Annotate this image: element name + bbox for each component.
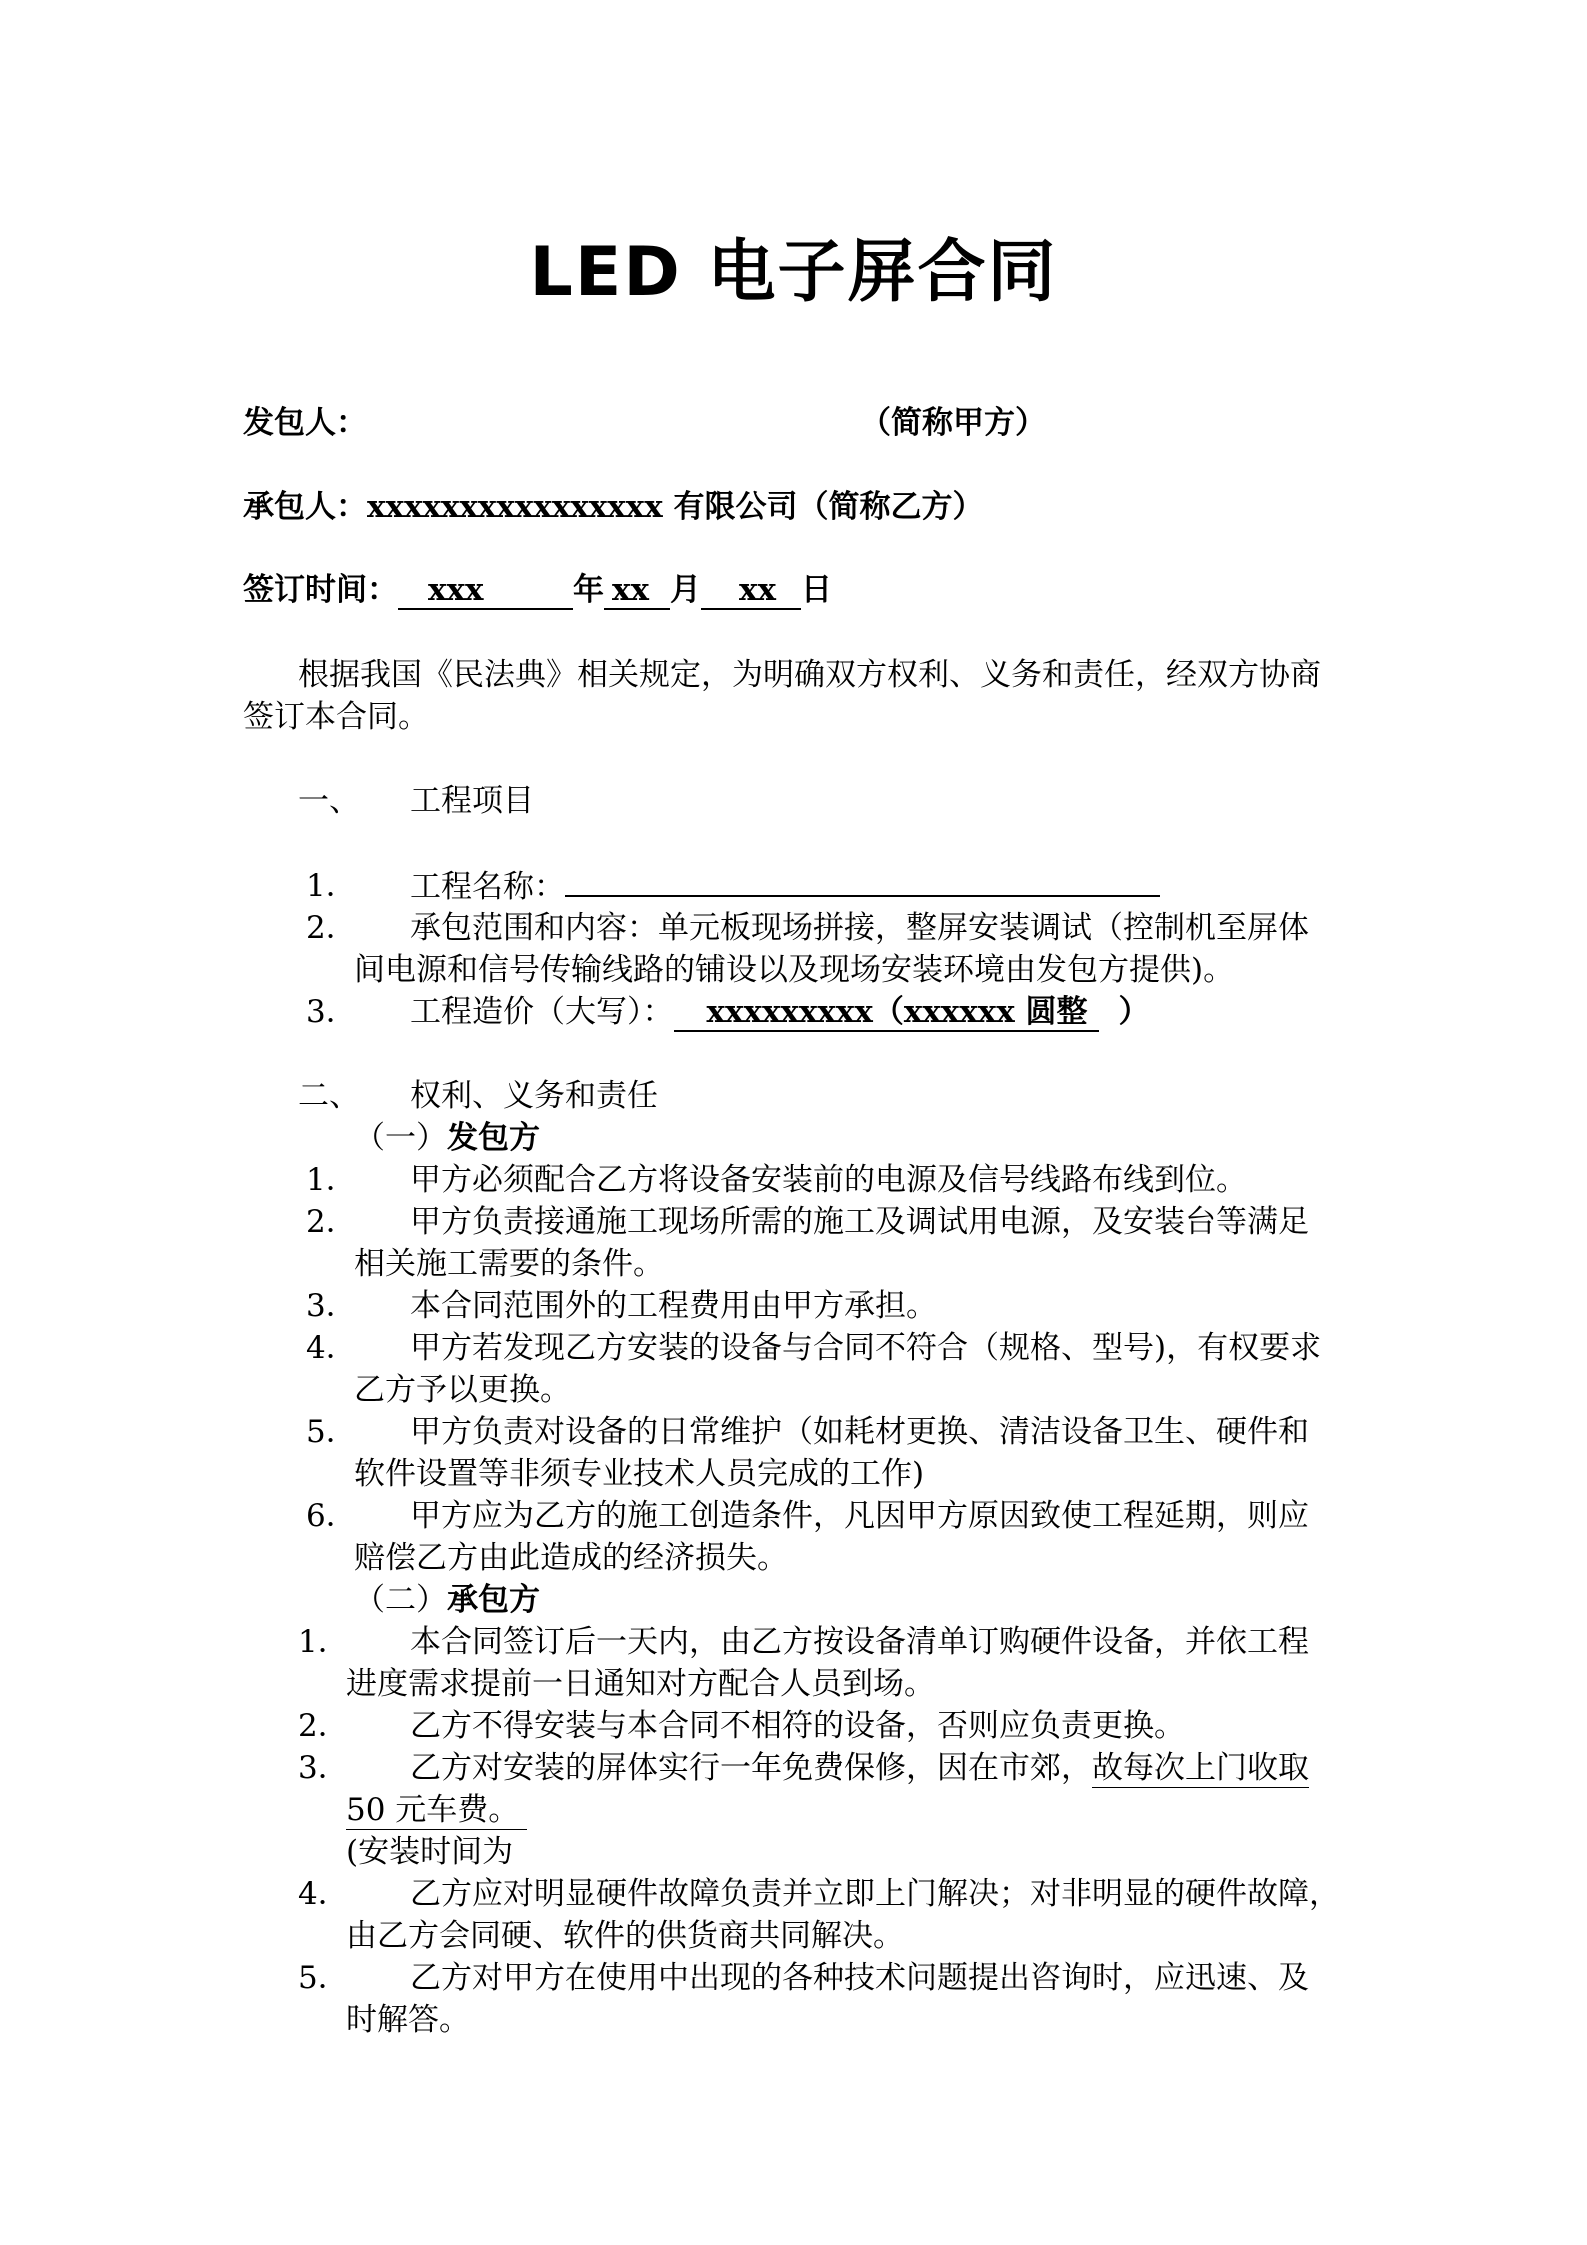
b-item3-line1 (410, 1747, 1309, 1789)
month-char: 月 (670, 572, 701, 608)
b-item1-line1: 本合同签订后一天内，由乙方按设备清单订购硬件设备，并依工程 (410, 1624, 1309, 1660)
party-a-prefix: （一） (354, 1120, 447, 1156)
project-name-label: 工程名称： (410, 869, 565, 905)
b-item3-line1-a: 乙方对安装的屏体实行一年免费保修，因在市郊， (410, 1750, 1092, 1786)
section2-heading: 权利、义务和责任 (410, 1078, 658, 1114)
date-month: xx (604, 572, 670, 610)
a-item6-number: 6． (306, 1498, 357, 1534)
intro-line-1: 根据我国《民法典》相关规定，为明确双方权利、义务和责任，经双方协商 (298, 657, 1321, 693)
date-day: xx (701, 572, 801, 610)
s1-item2-number: 2． (306, 910, 357, 946)
s1-item1-line (410, 865, 1160, 908)
b-item3-line1-b: 故每次上门收取 (1092, 1750, 1309, 1786)
section1-number: 一、 (298, 783, 360, 819)
party-b-title: 承包方 (447, 1582, 540, 1618)
b-item5-line2: 时解答。 (346, 2002, 470, 2038)
party-a-heading (354, 1117, 540, 1159)
b-item4-number: 4． (298, 1876, 349, 1912)
date-year: xxx (398, 572, 573, 610)
a-item5-line1: 甲方负责对设备的日常维护（如耗材更换、清洁设备卫生、硬件和 (410, 1414, 1309, 1450)
a-item2-line2: 相关施工需要的条件。 (354, 1246, 664, 1282)
b-item3-line2-wrap (346, 1789, 527, 1831)
b-item4-line1: 乙方应对明显硬件故障负责并立即上门解决；对非明显的硬件故障， (410, 1876, 1340, 1912)
a-item6-line1: 甲方应为乙方的施工创造条件，凡因甲方原因致使工程延期，则应 (410, 1498, 1309, 1534)
b-item3-line3: (安装时间为 (346, 1834, 514, 1870)
a-item4-number: 4． (306, 1330, 357, 1366)
s1-item1-number: 1． (306, 868, 357, 904)
document-title: LED 电子屏合同 (529, 233, 1058, 312)
party-b-prefix: （二） (354, 1582, 447, 1618)
b-item1-number: 1． (298, 1624, 349, 1660)
day-char: 日 (801, 572, 832, 608)
b-item4-line2: 由乙方会同硬、软件的供货商共同解决。 (346, 1918, 904, 1954)
a-item3-number: 3． (306, 1288, 357, 1324)
b-item3-line2: 50 元车费。 (346, 1791, 527, 1830)
employer-abbr: （简称甲方） (860, 405, 1046, 441)
s1-item2-line2: 间电源和信号传输线路的铺设以及现场安装环境由发包方提供)。 (354, 952, 1235, 988)
employer-label: 发包人： (243, 405, 367, 441)
a-item5-line2: 软件设置等非须专业技术人员完成的工作) (354, 1456, 925, 1492)
a-item2-number: 2． (306, 1204, 357, 1240)
b-item5-number: 5． (298, 1960, 349, 1996)
contractor-line (243, 486, 984, 528)
a-item5-number: 5． (306, 1414, 357, 1450)
price-value: xxxxxxxxx（xxxxxx 圆整 ） (674, 994, 1099, 1032)
a-item4-line1: 甲方若发现乙方安装的设备与合同不符合（规格、型号)，有权要求 (410, 1330, 1322, 1366)
year-char: 年 (573, 572, 604, 608)
party-b-heading (354, 1579, 540, 1621)
contractor-label: 承包人： (243, 489, 367, 525)
b-item3-number: 3． (298, 1750, 349, 1786)
b-item2-line1: 乙方不得安装与本合同不相符的设备，否则应负责更换。 (410, 1708, 1185, 1744)
s1-item2-line1: 承包范围和内容：单元板现场拼接，整屏安装调试（控制机至屏体 (410, 910, 1309, 946)
project-name-blank (565, 865, 1160, 897)
a-item4-line2: 乙方予以更换。 (354, 1372, 571, 1408)
intro-line-2: 签订本合同。 (243, 699, 429, 735)
b-item5-line1: 乙方对甲方在使用中出现的各种技术问题提出咨询时，应迅速、及 (410, 1960, 1309, 1996)
a-item2-line1: 甲方负责接通施工现场所需的施工及调试用电源，及安装台等满足 (410, 1204, 1309, 1240)
date-line (243, 569, 832, 611)
section2-number: 二、 (298, 1078, 360, 1114)
a-item1-line1: 甲方必须配合乙方将设备安装前的电源及信号线路布线到位。 (410, 1162, 1247, 1198)
a-item3-line1: 本合同范围外的工程费用由甲方承担。 (410, 1288, 937, 1324)
a-item1-number: 1． (306, 1162, 357, 1198)
party-a-title: 发包方 (447, 1120, 540, 1156)
date-label: 签订时间： (243, 572, 398, 608)
section1-heading: 工程项目 (410, 783, 534, 819)
s1-item3-line (410, 991, 1150, 1033)
b-item2-number: 2． (298, 1708, 349, 1744)
price-label: 工程造价（大写）： (410, 994, 674, 1030)
s1-item3-number: 3． (306, 994, 357, 1030)
b-item1-line2: 进度需求提前一日通知对方配合人员到场。 (346, 1666, 935, 1702)
a-item6-line2: 赔偿乙方由此造成的经济损失。 (354, 1540, 788, 1576)
contractor-name: xxxxxxxxxxxxxxxx 有限公司（简称乙方） (367, 489, 984, 525)
